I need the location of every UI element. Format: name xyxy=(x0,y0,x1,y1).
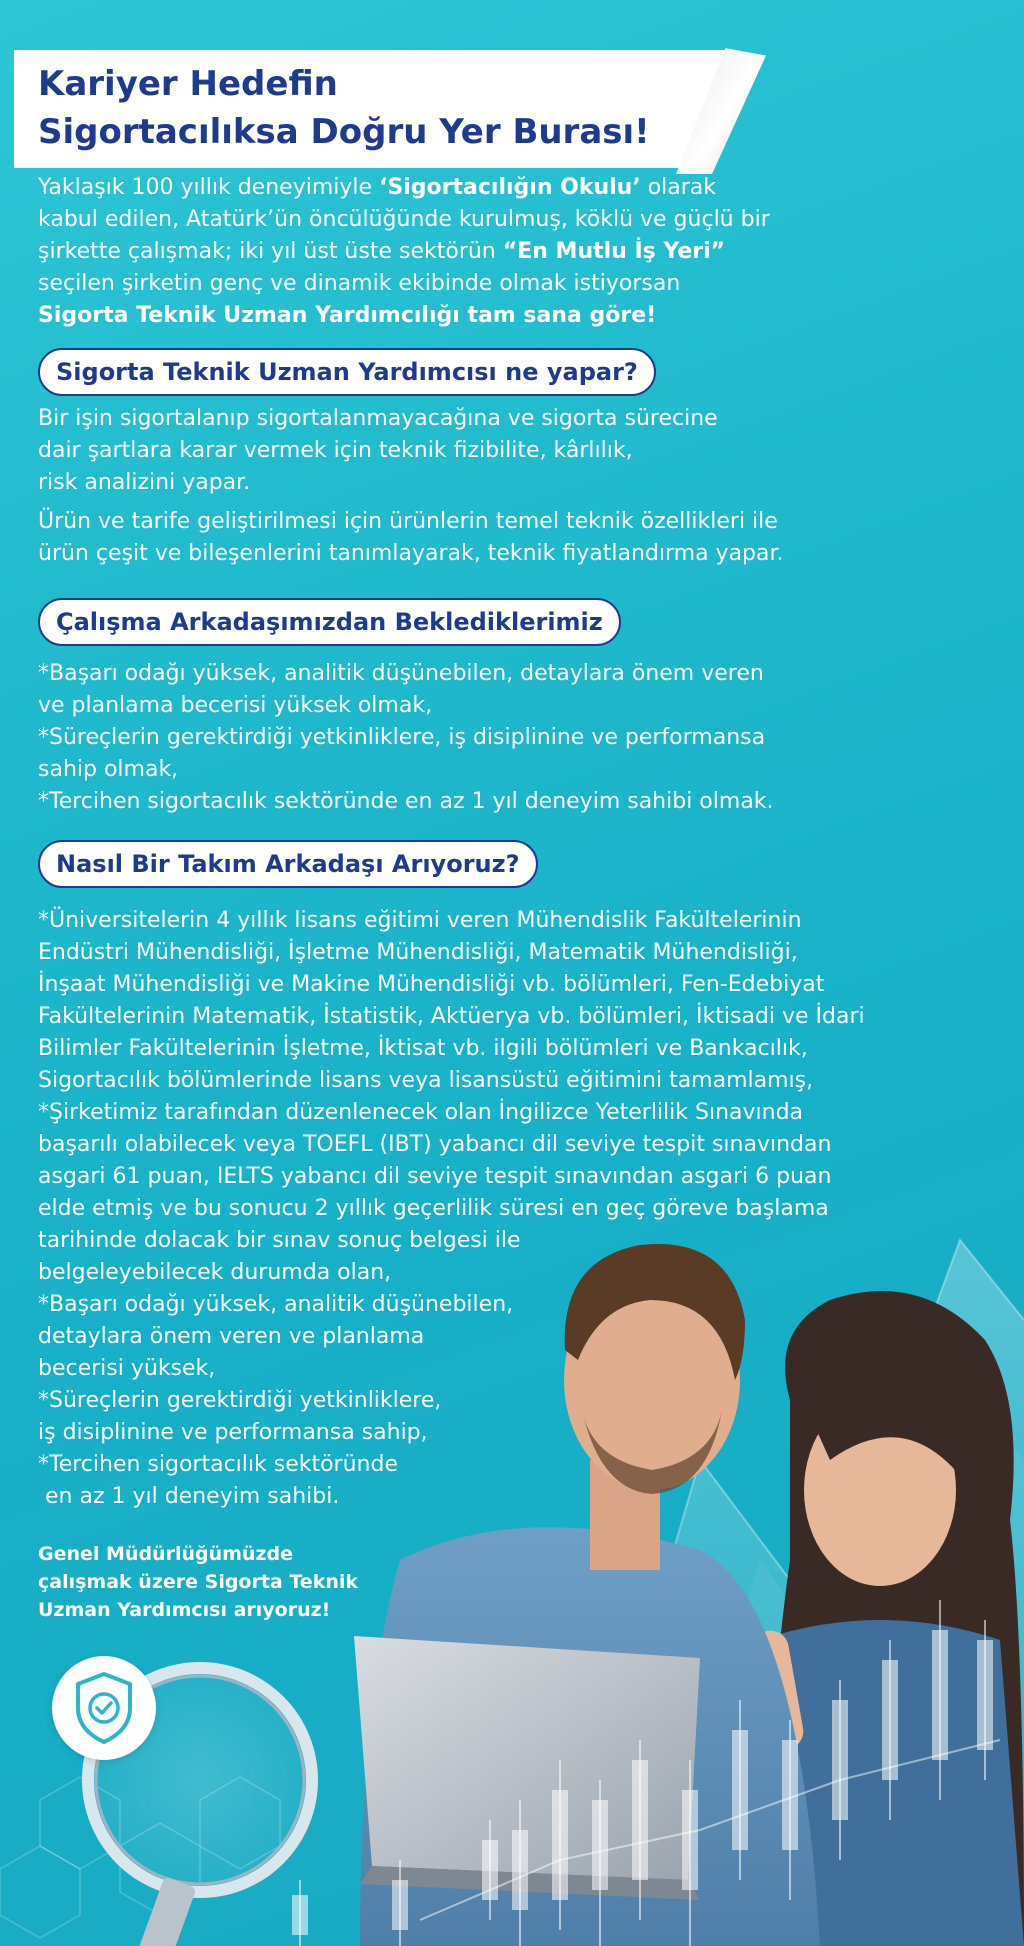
list-item: Endüstri Mühendisliği, İşletme Mühendisliği, Matematik Mühendisliği, xyxy=(38,940,798,965)
section-heading-expectations: Çalışma Arkadaşımızdan Beklediklerimiz xyxy=(38,598,621,646)
page-title xyxy=(38,60,650,156)
list-item: İnşaat Mühendisliği ve Makine Mühendisliği vb. bölümleri, Fen-Edebiyat xyxy=(38,972,825,997)
list-item: *Başarı odağı yüksek, analitik düşünebilen, detaylara önem veren xyxy=(38,661,764,686)
list-item: *Süreçlerin gerektirdiği yetkinliklere, xyxy=(38,1388,442,1413)
teammate-requirements xyxy=(38,905,865,1513)
list-item: *Tercihen sigortacılık sektöründe xyxy=(38,1452,398,1477)
list-item: becerisi yüksek, xyxy=(38,1356,216,1381)
list-item: *Tercihen sigortacılık sektöründe en az 1 yıl deneyim sahibi olmak. xyxy=(38,789,774,814)
section-heading-what-does: Sigorta Teknik Uzman Yardımcısı ne yapar? xyxy=(38,348,656,396)
list-item: *Süreçlerin gerektirdiği yetkinliklere, iş disiplinine ve performansa xyxy=(38,725,766,750)
title-line-1: Kariyer Hedefin xyxy=(38,64,338,104)
list-item: sahip olmak, xyxy=(38,757,179,782)
list-item: başarılı olabilecek veya TOEFL (IBT) yabancı dil seviye tespit sınavından xyxy=(38,1132,832,1157)
section1-paragraph-b: Ürün ve tarife geliştirilmesi için ürünlerin temel teknik özellikleri ile ürün çeşit ve bileşenlerini tanımlayarak, teknik fiyatlandırma yapar. xyxy=(38,509,784,566)
list-item: elde etmiş ve bu sonucu 2 yıllık geçerlilik süresi en geç göreve başlama xyxy=(38,1196,829,1221)
intro-highlight-okul: ‘Sigortacılığın Okulu’ xyxy=(379,175,641,200)
intro-highlight-mutlu: “En Mutlu İş Yeri” xyxy=(502,239,726,264)
list-item: iş disiplinine ve performansa sahip, xyxy=(38,1420,428,1445)
intro-line-1: Yaklaşık 100 yıllık deneyimiyle ‘Sigortacılığın Okulu’ olarak xyxy=(38,175,717,200)
section1-paragraph-a: Bir işin sigortalanıp sigortalanmayacağına ve sigorta sürecine dair şartlara karar vermek için teknik fizibilite, kârlılık, risk analizini yapar. xyxy=(38,406,718,495)
intro-line-3: şirkette çalışmak; iki yıl üst üste sektörün “En Mutlu İş Yeri” xyxy=(38,239,726,264)
list-item: Fakültelerinin Matematik, İstatistik, Aktüerya vb. bölümleri, İktisadi ve İdari xyxy=(38,1004,865,1029)
shield-badge xyxy=(52,1656,156,1760)
list-item: Bilimler Fakültelerinin İşletme, İktisat vb. ilgili bölümleri ve Bankacılık, xyxy=(38,1036,808,1061)
closing-statement: Genel Müdürlüğümüzde çalışmak üzere Sigorta Teknik Uzman Yardımcısı arıyoruz! xyxy=(38,1543,359,1621)
intro-paragraph xyxy=(38,172,770,332)
intro-line-4: seçilen şirketin genç ve dinamik ekibinde olmak istiyorsan xyxy=(38,271,681,296)
list-item: detaylara önem veren ve planlama xyxy=(38,1324,425,1349)
list-item: belgeleyebilecek durumda olan, xyxy=(38,1260,392,1285)
list-item: Sigortacılık bölümlerinde lisans veya lisansüstü eğitimini tamamlamış, xyxy=(38,1068,814,1093)
list-item: tarihinde dolacak bir sınav sonuç belgesi ile xyxy=(38,1228,521,1253)
list-item: en az 1 yıl deneyim sahibi. xyxy=(38,1484,340,1509)
shield-check-icon xyxy=(52,1656,156,1760)
list-item: *Üniversitelerin 4 yıllık lisans eğitimi veren Mühendislik Fakültelerinin xyxy=(38,908,802,933)
section-heading-teammate: Nasıl Bir Takım Arkadaşı Arıyoruz? xyxy=(38,840,538,888)
intro-line-5: Sigorta Teknik Uzman Yardımcılığı tam sana göre! xyxy=(38,303,657,328)
list-item: asgari 61 puan, IELTS yabancı dil seviye tespit sınavından asgari 6 puan xyxy=(38,1164,832,1189)
list-item: ve planlama becerisi yüksek olmak, xyxy=(38,693,433,718)
list-item: *Başarı odağı yüksek, analitik düşünebilen, xyxy=(38,1292,514,1317)
expectations-list xyxy=(38,658,774,818)
intro-line-2: kabul edilen, Atatürk’ün öncülüğünde kurulmuş, köklü ve güçlü bir xyxy=(38,207,770,232)
list-item: *Şirketimiz tarafından düzenlenecek olan İngilizce Yeterlilik Sınavında xyxy=(38,1100,804,1125)
title-line-2: Sigortacılıksa Doğru Yer Burası! xyxy=(38,112,650,152)
